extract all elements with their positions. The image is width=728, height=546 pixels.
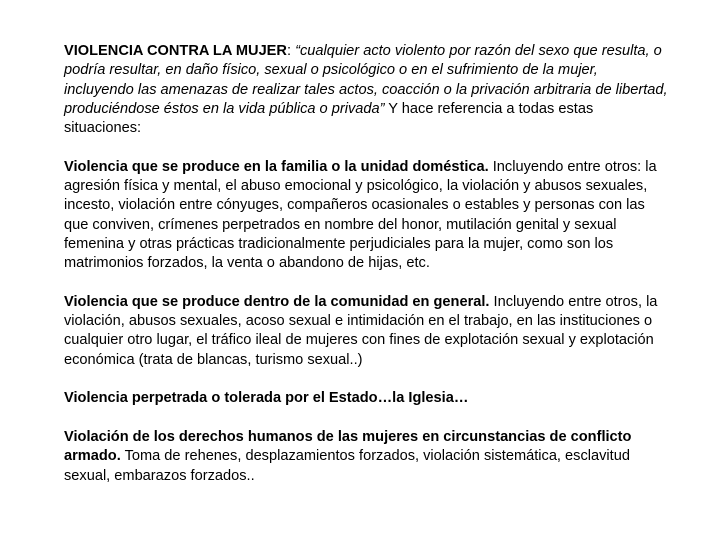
section-body: Incluyendo entre otros, la violación, abusos sexuales, acoso sexual e intimidación en el trabajo, en las instituciones o cualquier otro lugar, el tráfico ileal de mujeres con fines de explotación sexual y explotación económica (trata de blancas, turismo sexual..): [64, 293, 658, 368]
section-community: [64, 293, 670, 370]
section-heading: Violencia que se produce dentro de la comunidad en general.: [64, 293, 490, 310]
section-heading: Violencia perpetrada o tolerada por el Estado…la Iglesia…: [64, 390, 469, 407]
section-heading: Violencia que se produce en la familia o la unidad doméstica.: [64, 158, 489, 175]
intro-rest: Y hace referencia a todas estas situaciones:: [64, 100, 594, 137]
definition-colon: :: [286, 43, 296, 59]
section-state: [64, 389, 670, 408]
section-body: Toma de rehenes, desplazamientos forzados, violación sistemática, esclavitud sexual, embarazos forzados..: [64, 448, 630, 484]
section-body: Incluyendo entre otros: la agresión física y mental, el abuso emocional y psicológico, la violación y abusos sexuales, incesto, violación entre cónyuges, compañeros ocasionales o estables y personas con las que conviven, crímenes perpetrados en nombre del honor, mutilación genital y sexual femenina y otras prácticas tradicionalmente perjudiciales para la mujer, como son los matrimonios forzados, la venta o abandono de hijas, etc.: [64, 158, 657, 272]
definition-term: VIOLENCIA CONTRA LA MUJER: [64, 43, 287, 59]
document-page: [64, 42, 670, 486]
intro-paragraph: [64, 42, 670, 138]
section-family: [64, 158, 670, 274]
section-heading: Violación de los derechos humanos de las mujeres en circunstancias de conflicto armado.: [64, 428, 632, 465]
definition-quote: “cualquier acto violento por razón del sexo que resulta, o podría resultar, en daño físico, sexual o psicológico o en el sufrimiento de la mujer, incluyendo las amenazas de realizar tales actos, coacción o la privación arbitraria de libertad, produciéndose éstos en la vida pública o privada”: [64, 43, 668, 117]
section-armed-conflict: [64, 428, 670, 486]
